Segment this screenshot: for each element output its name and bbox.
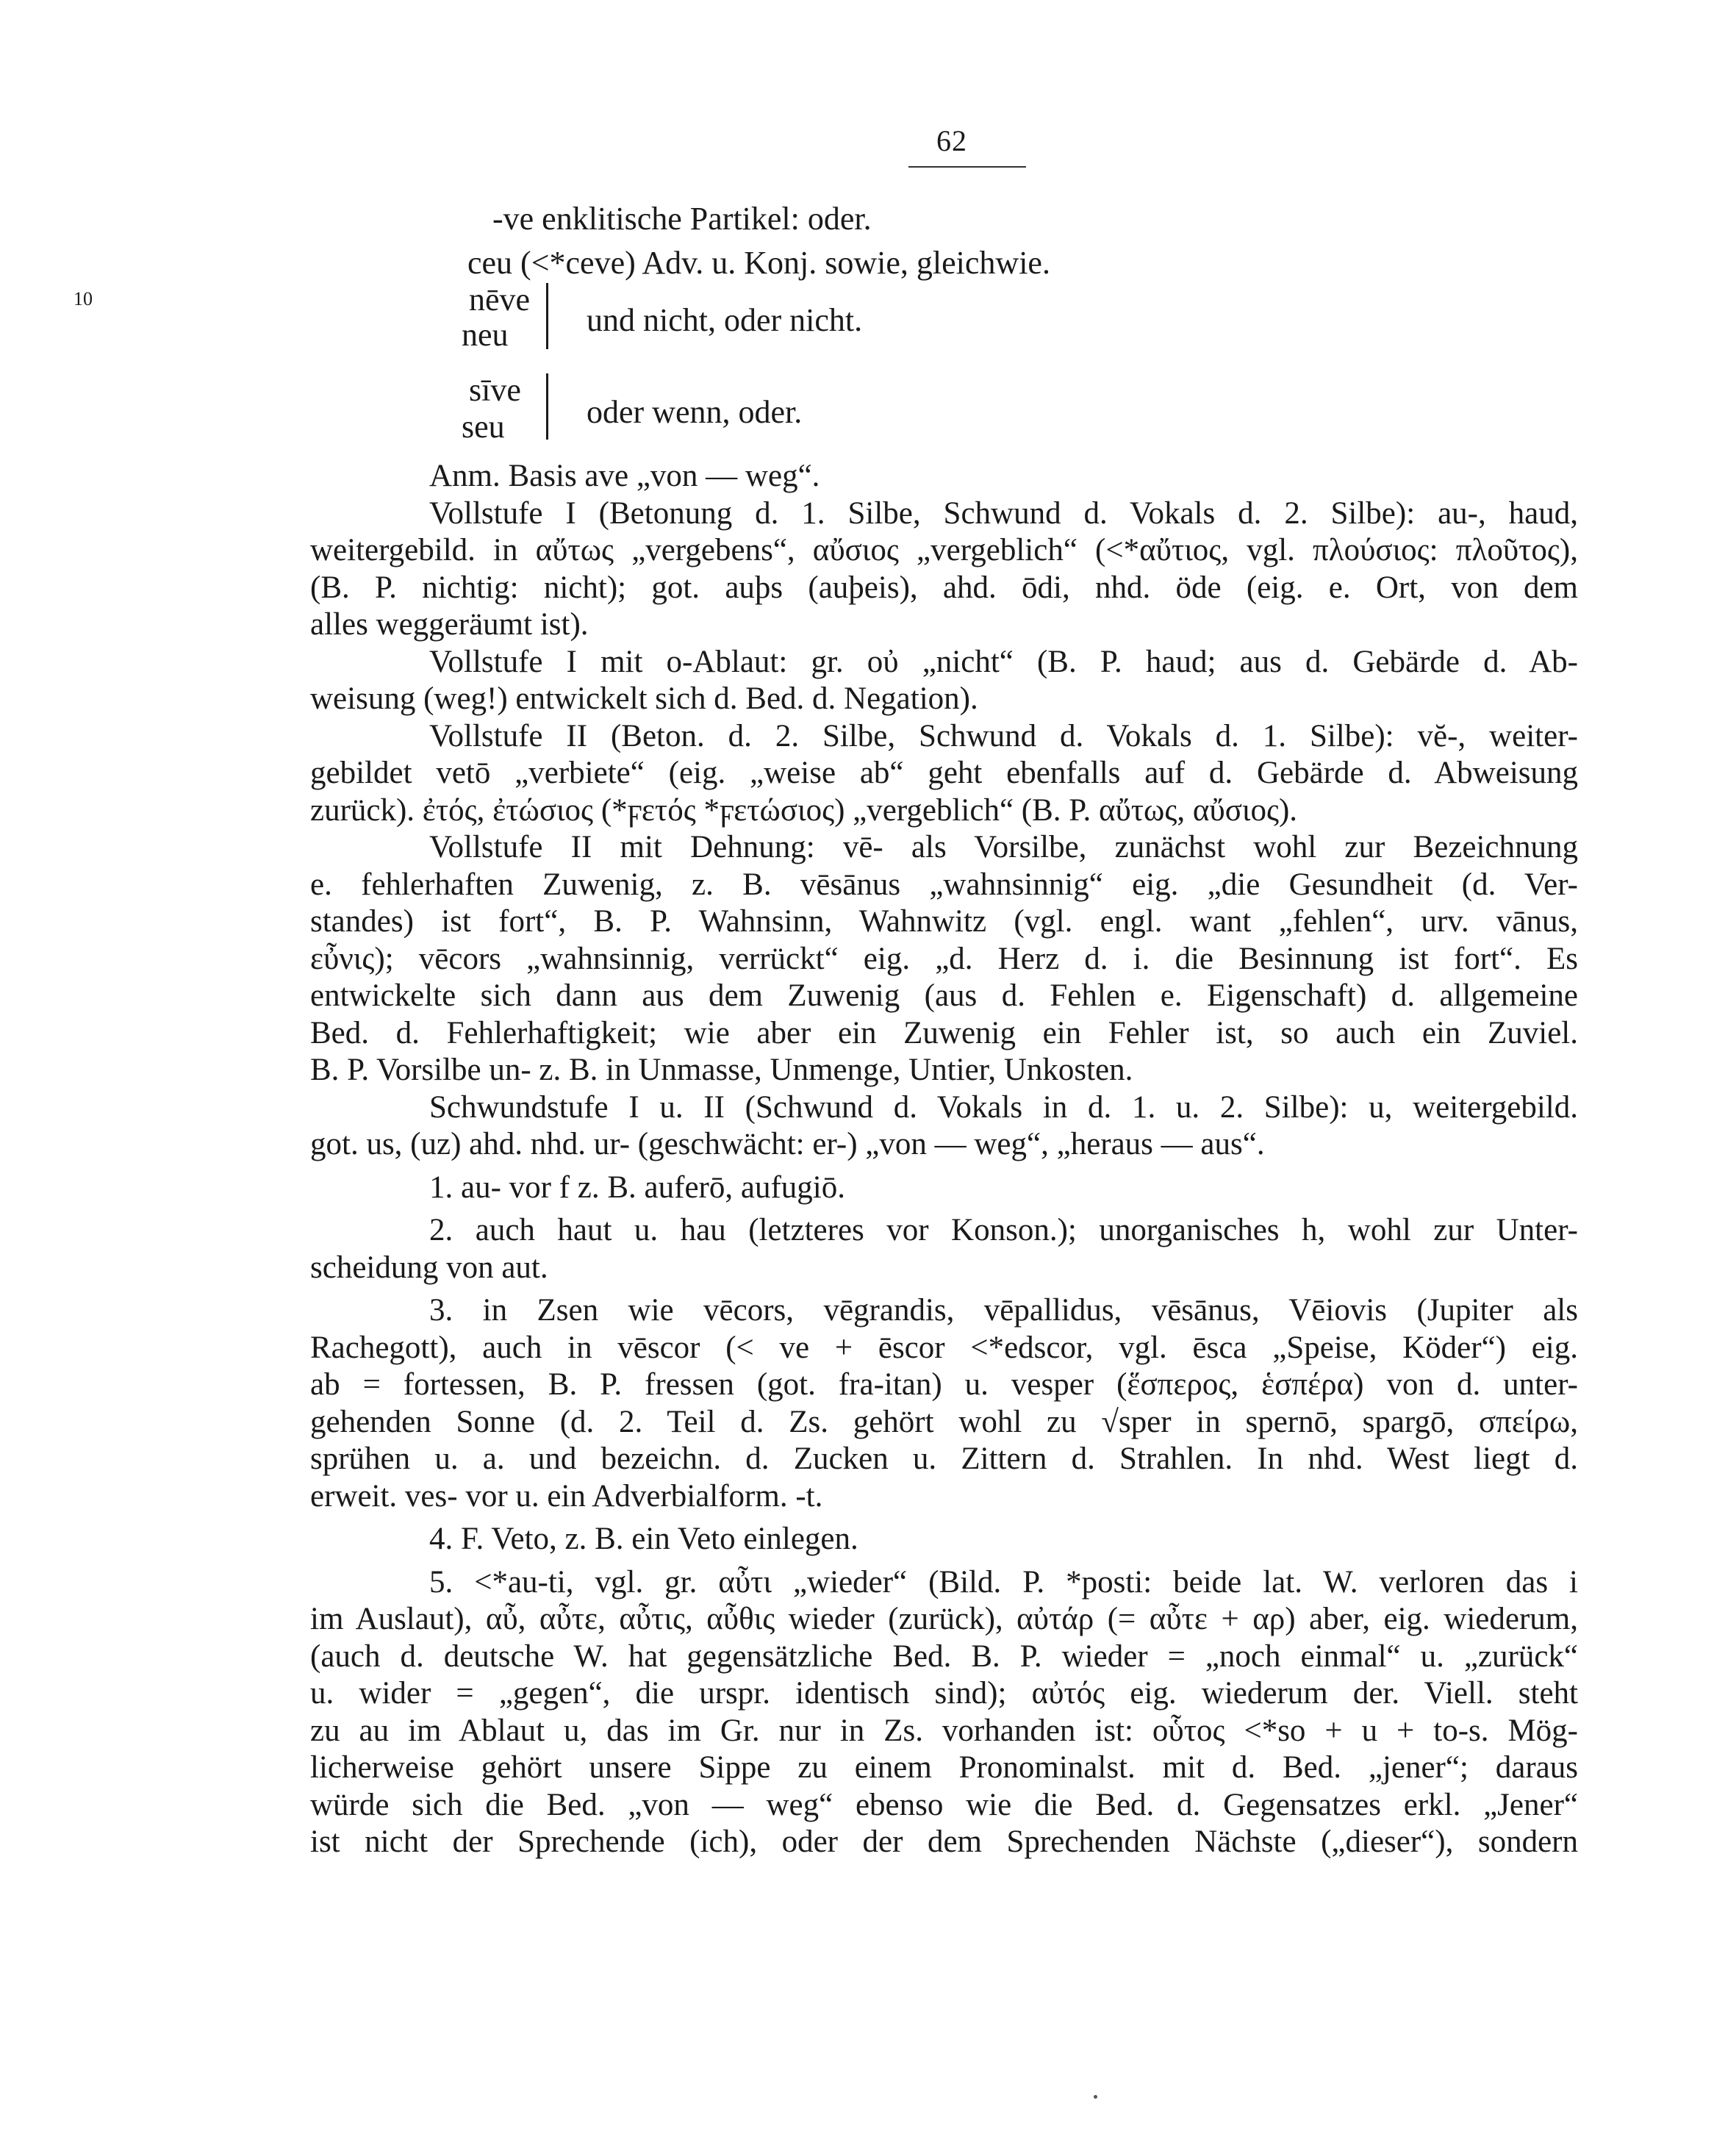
text-line: 5. <*au-ti, vgl. gr. αὖτι „wieder“ (Bild. P. *posti: beide lat. W. verloren das i	[429, 1564, 1578, 1600]
text-line: alles weggeräumt ist).	[310, 607, 589, 642]
text-line: im Auslaut), αὖ, αὖτε, αὖτις, αὖθις wieder (zurück), αὐτάρ (= αὖτε + αρ) aber, eig. wiederum,	[310, 1602, 1578, 1636]
entry-seu: seu	[462, 409, 505, 445]
text-line: Anm. Basis ave „von — weg“.	[429, 459, 820, 493]
text-line: Vollstufe II mit Dehnung: vē- als Vorsilbe, zunächst wohl zur Bezeichnung	[429, 830, 1578, 864]
text-line: Bed. d. Fehlerhaftigkeit; wie aber ein Zuwenig ein Fehler ist, so auch ein Zuviel.	[310, 1015, 1578, 1050]
text-line: entwickelte sich dann aus dem Zuwenig (aus d. Fehlen e. Eigenschaft) d. allgemeine	[310, 978, 1578, 1013]
text-line: würde sich die Bed. „von — weg“ ebenso wie die Bed. d. Gegensatzes erkl. „Jener“	[310, 1787, 1578, 1822]
text-line: Vollstufe II (Beton. d. 2. Silbe, Schwund d. Vokals d. 1. Silbe): vĕ-, weiter-	[429, 718, 1578, 753]
margin-line-number: 10	[73, 288, 93, 309]
text-line: 4. F. Veto, z. B. ein Veto einlegen.	[429, 1522, 858, 1556]
text-line: (auch d. deutsche W. hat gegensätzliche Bed. B. P. wieder = „noch einmal“ u. „zurück“	[310, 1639, 1578, 1674]
text-line: ab = fortessen, B. P. fressen (got. fra-itan) u. vesper (ἕσπερος, ἑσπέρα) von d. unter-	[310, 1367, 1578, 1402]
text-line: weitergebild. in αὔτως „vergebens“, αὔσιος „vergeblich“ (<*αὔτιος, vgl. πλούσιος: πλοῦτος),	[310, 533, 1579, 567]
text-line: B. P. Vorsilbe un- z. B. in Unmasse, Unmenge, Untier, Unkosten.	[310, 1053, 1133, 1087]
text-line: Vollstufe I (Betonung d. 1. Silbe, Schwund d. Vokals d. 2. Silbe): au-, haud,	[429, 495, 1578, 531]
text-line: gehenden Sonne (d. 2. Teil d. Zs. gehört wohl zu √sper in spernō, spargō, σπείρω,	[310, 1404, 1578, 1439]
paragraph-gap	[310, 1515, 1578, 1521]
text-line: ist nicht der Sprechende (ich), oder der dem Sprechenden Nächste („dieser“), sondern	[310, 1824, 1578, 1859]
text-line: (B. P. nichtig: nicht); got. auþs (auþeis), ahd. ōdi, nhd. öde (eig. e. Ort, von dem	[310, 570, 1578, 605]
text-line: gebildet vetō „verbiete“ (eig. „weise ab“ geht ebenfalls auf d. Gebärde d. Abweisung	[310, 756, 1578, 790]
text-line: 1. au- vor f z. B. auferō, aufugiō.	[429, 1170, 845, 1205]
speck-mark	[1094, 2095, 1097, 2099]
text-line: scheidung von aut.	[310, 1250, 548, 1285]
brace-meaning: oder wenn, oder.	[587, 394, 803, 430]
paragraph-gap	[310, 1558, 1578, 1564]
body-text	[310, 458, 1578, 1861]
text-line: Schwundstufe I u. II (Schwund d. Vokals in d. 1. u. 2. Silbe): u, weitergebild.	[429, 1089, 1578, 1125]
brace-meaning: und nicht, oder nicht.	[587, 302, 863, 338]
page-number: 62	[936, 124, 967, 157]
text-line: e. fehlerhaften Zuwenig, z. B. vēsānus „wahnsinnig“ eig. „die Gesundheit (d. Ver-	[310, 867, 1578, 902]
text-line: 2. auch haut u. hau (letzteres vor Konson.); unorganisches h, wohl zur Unter-	[429, 1213, 1578, 1247]
paragraph-gap	[310, 1286, 1578, 1292]
text-line: u. wider = „gegen“, die urspr. identisch sind); αὐτός eig. wiederum der. Viell. steht	[310, 1676, 1578, 1711]
text-line: sprühen u. a. und bezeichn. d. Zucken u. Zittern d. Strahlen. In nhd. West liegt d.	[310, 1441, 1578, 1476]
entry-ve: -ve enklitische Partikel: oder.	[492, 201, 872, 237]
text-line: weisung (weg!) entwickelt sich d. Bed. d. Negation).	[310, 681, 978, 716]
brace-bracket	[546, 373, 560, 440]
text-line: Vollstufe I mit o-Ablaut: gr. οὐ „nicht“ (B. P. haud; aus d. Gebärde d. Ab-	[429, 644, 1578, 679]
entry-sive: sīve	[469, 372, 521, 408]
text-line: erweit. ves- vor u. ein Adverbialform. -t.	[310, 1478, 823, 1514]
text-line: standes) ist fort“, B. P. Wahnsinn, Wahnwitz (vgl. engl. want „fehlen“, urv. vānus,	[310, 904, 1578, 939]
text-line: licherweise gehört unsere Sippe zu einem Pronominalst. mit d. Bed. „jener“; daraus	[310, 1750, 1578, 1785]
text-line: got. us, (uz) ahd. nhd. ur- (geschwächt: er-) „von — weg“, „heraus — aus“.	[310, 1127, 1265, 1161]
entry-neve: nēve	[469, 282, 531, 318]
page-number-rule	[908, 166, 1026, 168]
text-line: Rachegott), auch in vēscor (< ve + ēscor <*edscor, vgl. ēsca „Speise, Köder“) eig.	[310, 1330, 1578, 1365]
text-line: zurück). ἐτός, ἐτώσιος (*ϝετός *ϝετώσιος) „vergeblich“ (B. P. αὔτως, αὔσιος).	[310, 792, 1298, 828]
paragraph-gap	[310, 1164, 1578, 1170]
paragraph-gap	[310, 1206, 1578, 1212]
text-line: zu au im Ablaut u, das im Gr. nur in Zs. vorhanden ist: οὗτος <*so + u + to-s. Mög-	[310, 1713, 1578, 1748]
entry-ceu: ceu (<*ceve) Adv. u. Konj. sowie, gleichwie.	[467, 245, 1050, 281]
brace-bracket	[546, 283, 560, 349]
text-line: 3. in Zsen wie vēcors, vēgrandis, vēpallidus, vēsānus, Vēiovis (Jupiter als	[429, 1293, 1578, 1328]
entry-neu: neu	[462, 317, 509, 353]
text-line: εὖνις); vēcors „wahnsinnig, verrückt“ eig. „d. Herz d. i. die Besinnung ist fort“. Es	[310, 941, 1578, 976]
